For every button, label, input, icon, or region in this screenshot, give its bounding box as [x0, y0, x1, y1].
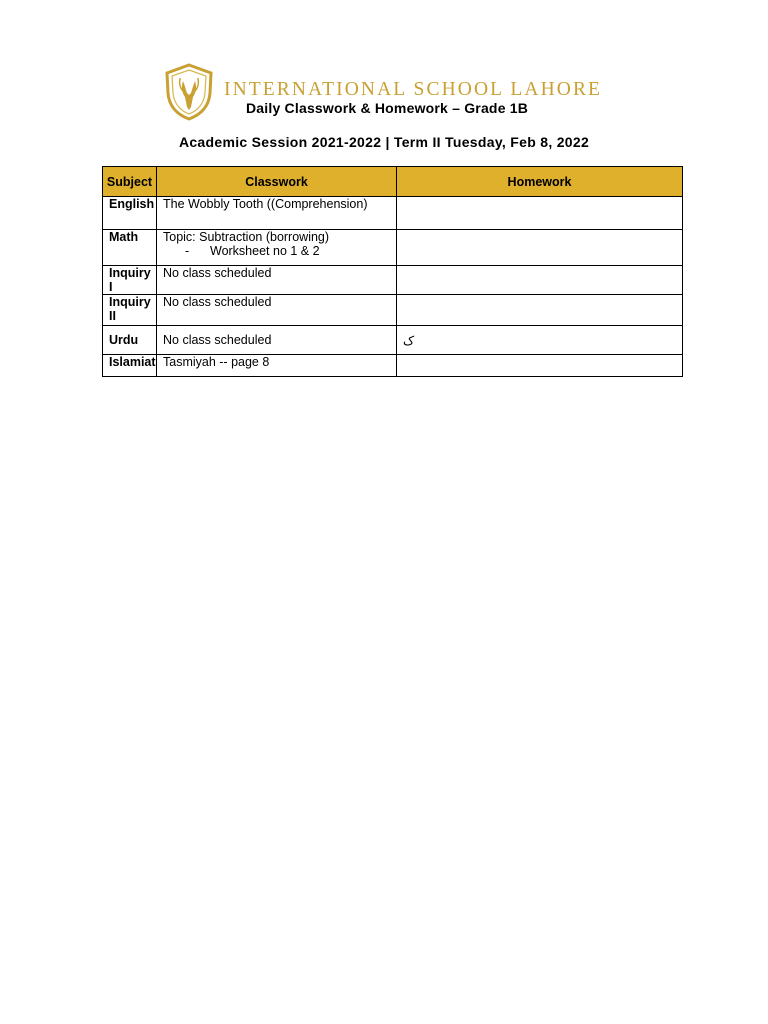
table-row [103, 295, 683, 326]
document-header [0, 0, 768, 150]
schedule-table [102, 166, 683, 377]
column-header-subject: Subject [103, 167, 157, 197]
classwork-main-text: Topic: Subtraction (borrowing) [163, 230, 330, 244]
session-date-line: Academic Session 2021-2022 | Term II Tuesday, Feb 8, 2022 [178, 134, 590, 150]
homework-cell [397, 230, 683, 266]
table-row [103, 230, 683, 266]
classwork-cell: The Wobbly Tooth ((Comprehension) [157, 197, 397, 230]
subject-cell: Math [103, 230, 157, 266]
classwork-sub-item: - Worksheet no 1 & 2 [185, 244, 320, 258]
column-header-classwork: Classwork [157, 167, 397, 197]
subject-cell: Inquiry II [103, 295, 157, 326]
classwork-cell: No class scheduled [157, 326, 397, 355]
table-row [103, 326, 683, 355]
classwork-cell: No class scheduled [157, 266, 397, 295]
subject-cell: Inquiry I [103, 266, 157, 295]
subject-cell: Islamiat [103, 355, 157, 377]
school-name: INTERNATIONAL SCHOOL LAHORE [224, 79, 603, 100]
column-header-homework: Homework [397, 167, 683, 197]
homework-cell [397, 295, 683, 326]
subject-cell: Urdu [103, 326, 157, 355]
table-header-row [103, 167, 683, 197]
homework-cell [397, 197, 683, 230]
school-crest-icon [164, 63, 214, 121]
subject-cell: English [103, 197, 157, 230]
table-row [103, 266, 683, 295]
homework-cell: ک [397, 326, 683, 355]
homework-cell [397, 266, 683, 295]
document-subtitle: Daily Classwork & Homework – Grade 1B [246, 100, 529, 116]
classwork-cell [157, 230, 397, 266]
classwork-cell: Tasmiyah -- page 8 [157, 355, 397, 377]
table-row [103, 355, 683, 377]
homework-cell [397, 355, 683, 377]
table-row [103, 197, 683, 230]
classwork-cell: No class scheduled [157, 295, 397, 326]
